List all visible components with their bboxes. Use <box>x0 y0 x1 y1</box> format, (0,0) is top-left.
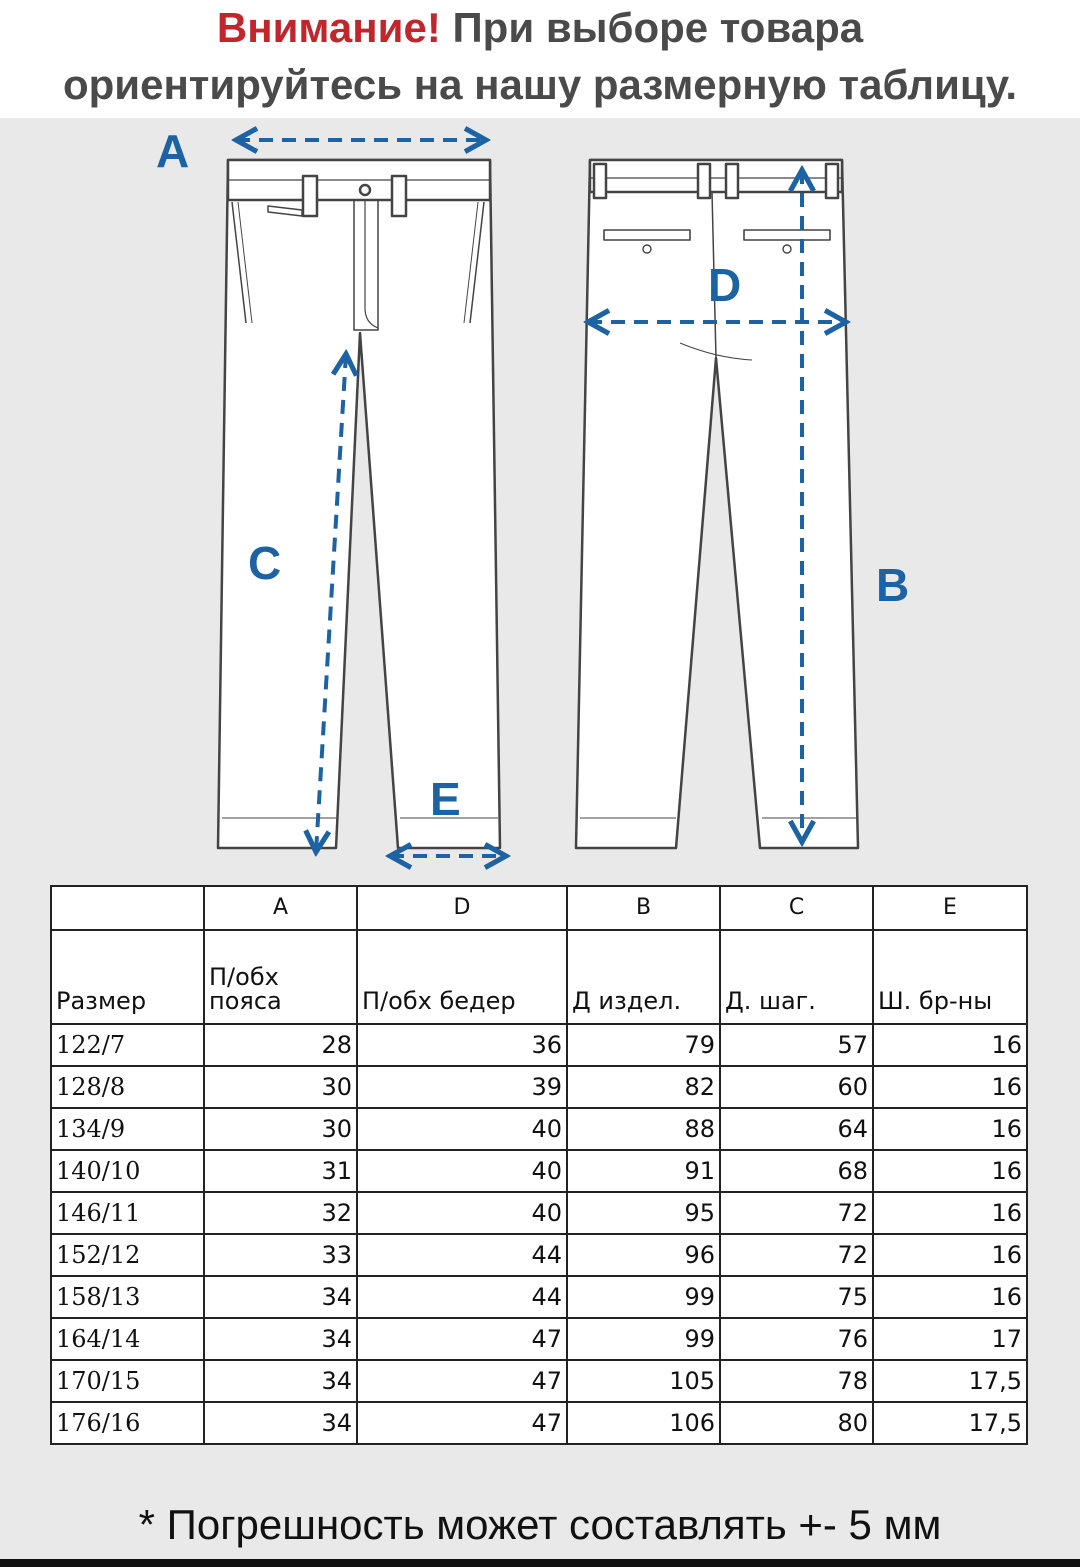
header-line2: ориентируйтесь на нашу размерную таблицу. <box>62 61 1018 108</box>
column-letter-c: C <box>720 886 873 930</box>
size-cell: 146/11 <box>51 1192 204 1234</box>
column-letter-e: E <box>873 886 1027 930</box>
value-cell-c: 78 <box>720 1360 873 1402</box>
value-cell-a: 32 <box>204 1192 357 1234</box>
size-cell: 164/14 <box>51 1318 204 1360</box>
value-cell-a: 34 <box>204 1360 357 1402</box>
value-cell-c: 72 <box>720 1192 873 1234</box>
header-line1-text: При выборе товара <box>440 4 864 51</box>
value-cell-c: 57 <box>720 1024 873 1066</box>
table-row <box>51 1024 1027 1066</box>
value-cell-a: 34 <box>204 1402 357 1444</box>
bottom-bar <box>0 1559 1080 1567</box>
column-letter-d: D <box>357 886 567 930</box>
header-inseam: Д. шаг. <box>720 930 873 1024</box>
value-cell-a: 28 <box>204 1024 357 1066</box>
value-cell-a: 33 <box>204 1234 357 1276</box>
value-cell-e: 16 <box>873 1192 1027 1234</box>
column-letter-b: B <box>567 886 720 930</box>
label-c: C <box>248 537 282 589</box>
size-cell: 134/9 <box>51 1108 204 1150</box>
front-view-trousers <box>218 160 500 848</box>
table-cell <box>51 886 204 930</box>
value-cell-d: 47 <box>357 1360 567 1402</box>
value-cell-c: 75 <box>720 1276 873 1318</box>
value-cell-a: 30 <box>204 1066 357 1108</box>
value-cell-d: 40 <box>357 1108 567 1150</box>
value-cell-c: 72 <box>720 1234 873 1276</box>
value-cell-b: 91 <box>567 1150 720 1192</box>
size-cell: 158/13 <box>51 1276 204 1318</box>
size-table <box>50 885 1028 1445</box>
size-cell: 170/15 <box>51 1360 204 1402</box>
value-cell-b: 82 <box>567 1066 720 1108</box>
value-cell-b: 95 <box>567 1192 720 1234</box>
header <box>0 0 1080 118</box>
tolerance-note: * Погрешность может составлять +- 5 мм <box>138 1501 942 1548</box>
value-cell-e: 16 <box>873 1150 1027 1192</box>
table-header-row <box>51 930 1027 1024</box>
header-length: Д издел. <box>567 930 720 1024</box>
value-cell-a: 30 <box>204 1108 357 1150</box>
table-row <box>51 1276 1027 1318</box>
value-cell-d: 44 <box>357 1234 567 1276</box>
header-size: Размер <box>51 930 204 1024</box>
header-line1 <box>0 2 1080 54</box>
table-row <box>51 1192 1027 1234</box>
trousers-diagram <box>0 118 1080 885</box>
size-cell: 140/10 <box>51 1150 204 1192</box>
value-cell-d: 47 <box>357 1402 567 1444</box>
value-cell-c: 76 <box>720 1318 873 1360</box>
size-cell: 176/16 <box>51 1402 204 1444</box>
table-row <box>51 1108 1027 1150</box>
value-cell-e: 17 <box>873 1318 1027 1360</box>
header-leg-width: Ш. бр-ны <box>873 930 1027 1024</box>
value-cell-d: 36 <box>357 1024 567 1066</box>
label-a: A <box>156 125 190 177</box>
table-row <box>51 1066 1027 1108</box>
table-letter-row <box>51 886 1027 930</box>
value-cell-b: 106 <box>567 1402 720 1444</box>
value-cell-b: 88 <box>567 1108 720 1150</box>
value-cell-b: 99 <box>567 1276 720 1318</box>
value-cell-e: 17,5 <box>873 1402 1027 1444</box>
header-waist: П/обх пояса <box>204 930 357 1024</box>
label-b: B <box>876 559 910 611</box>
value-cell-b: 96 <box>567 1234 720 1276</box>
header-hips: П/обх бедер <box>357 930 567 1024</box>
table-row <box>51 1318 1027 1360</box>
label-d: D <box>708 259 742 311</box>
size-cell: 152/12 <box>51 1234 204 1276</box>
value-cell-e: 17,5 <box>873 1360 1027 1402</box>
value-cell-c: 64 <box>720 1108 873 1150</box>
value-cell-e: 16 <box>873 1024 1027 1066</box>
value-cell-c: 80 <box>720 1402 873 1444</box>
label-e: E <box>430 773 461 825</box>
value-cell-a: 31 <box>204 1150 357 1192</box>
value-cell-e: 16 <box>873 1066 1027 1108</box>
value-cell-d: 40 <box>357 1192 567 1234</box>
value-cell-c: 60 <box>720 1066 873 1108</box>
value-cell-d: 47 <box>357 1318 567 1360</box>
value-cell-a: 34 <box>204 1276 357 1318</box>
table-row <box>51 1150 1027 1192</box>
value-cell-b: 99 <box>567 1318 720 1360</box>
value-cell-b: 79 <box>567 1024 720 1066</box>
value-cell-d: 40 <box>357 1150 567 1192</box>
table-row <box>51 1360 1027 1402</box>
value-cell-e: 16 <box>873 1108 1027 1150</box>
value-cell-a: 34 <box>204 1318 357 1360</box>
value-cell-c: 68 <box>720 1150 873 1192</box>
size-cell: 128/8 <box>51 1066 204 1108</box>
size-cell: 122/7 <box>51 1024 204 1066</box>
value-cell-e: 16 <box>873 1234 1027 1276</box>
warning-word: Внимание! <box>216 4 441 51</box>
table-row <box>51 1402 1027 1444</box>
value-cell-d: 39 <box>357 1066 567 1108</box>
column-letter-a: A <box>204 886 357 930</box>
value-cell-d: 44 <box>357 1276 567 1318</box>
table-row <box>51 1234 1027 1276</box>
value-cell-b: 105 <box>567 1360 720 1402</box>
value-cell-e: 16 <box>873 1276 1027 1318</box>
